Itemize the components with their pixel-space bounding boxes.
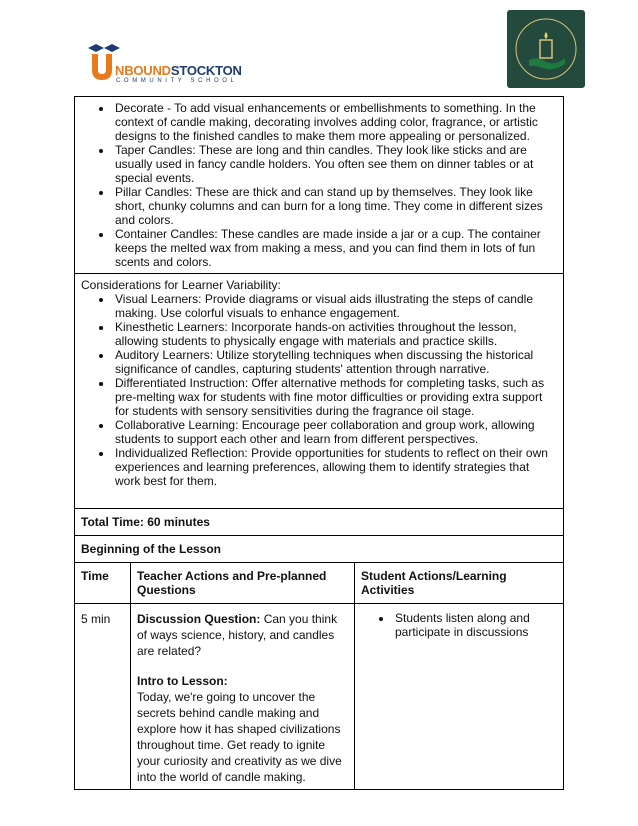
list-item: • Container Candles: These candles are made inside a jar or a cup. The container keeps the melted wax from making a mess, and you can find them in lots of fun scents and colors. (113, 227, 557, 269)
discussion-question: Discussion Question: Can you think of ways science, history, and candles are related? (137, 612, 338, 658)
column-header-time: Time (75, 563, 131, 604)
student-activity-list (361, 611, 557, 639)
glossary-list (81, 101, 557, 269)
variability-cell (75, 274, 564, 509)
list-item: • Students listen along and participate in discussions (393, 611, 557, 639)
list-item: • Pillar Candles: These are thick and can stand up by themselves. They look like short, chunky columns and can burn for a long time. They come in different sizes and colors. (113, 185, 557, 227)
row-time: 5 min (75, 604, 131, 790)
column-header-student: Student Actions/Learning Activities (355, 563, 564, 604)
list-item: • Individualized Reflection: Provide opportunities for students to reflect on their own experiences and learning preferences, allowing them to identify strategies that work best for them. (113, 446, 557, 488)
logo-subtitle: COMMUNITY SCHOOL (116, 78, 238, 84)
list-item: • Auditory Learners: Utilize storytelling techniques when discussing the historical significance of candles, capturing students' attention through narrative. (113, 348, 557, 376)
list-item: • Visual Learners: Provide diagrams or visual aids illustrating the steps of candle making. Use colorful visuals to enhance engagement. (113, 292, 557, 320)
intro-text: Today, we're going to uncover the secrets behind candle making and explore how it has shaped civilizations throughout time. Get ready to ignite your curiosity and creativity as we dive into the world of candle making. (137, 690, 342, 784)
glossary-cell (75, 97, 564, 274)
intro-label: Intro to Lesson: (137, 674, 228, 688)
list-item: • Taper Candles: These are long and thin candles. They look like sticks and are usually used in fancy candle holders. You often see them on dinner tables or at special events. (113, 143, 557, 185)
list-item: • Collaborative Learning: Encourage peer collaboration and group work, allowing students to support each other and learn from different perspectives. (113, 418, 557, 446)
row-student-actions (355, 604, 564, 790)
list-item: • Differentiated Instruction: Offer alternative methods for completing tasks, such as pre-melting wax for students with fine motor difficulties or providing extra support for students with sensory sensitivities during the fragrance oil stage. (113, 376, 557, 418)
total-time: Total Time: 60 minutes (75, 509, 564, 536)
logo-wordmark: NBOUNDSTOCKTON (115, 63, 242, 78)
row-teacher-actions (131, 604, 355, 790)
variability-list (81, 292, 557, 488)
candle-brand-badge (507, 10, 585, 88)
list-item: • Kinesthetic Learners: Incorporate hands-on activities throughout the lesson, allowing students to physically engage with materials and practice skills. (113, 320, 557, 348)
beginning-heading: Beginning of the Lesson (75, 536, 564, 563)
candle-hand-icon (507, 10, 585, 88)
lesson-table (74, 96, 564, 790)
list-item: • Decorate - To add visual enhancements or embellishments to something. In the context of candle making, decorating involves adding color, fragrance, or artistic designs to the finished candles to make them more appealing or personalized. (113, 101, 557, 143)
column-header-teacher: Teacher Actions and Pre-planned Questions (131, 563, 355, 604)
variability-title: Considerations for Learner Variability: (81, 278, 281, 292)
